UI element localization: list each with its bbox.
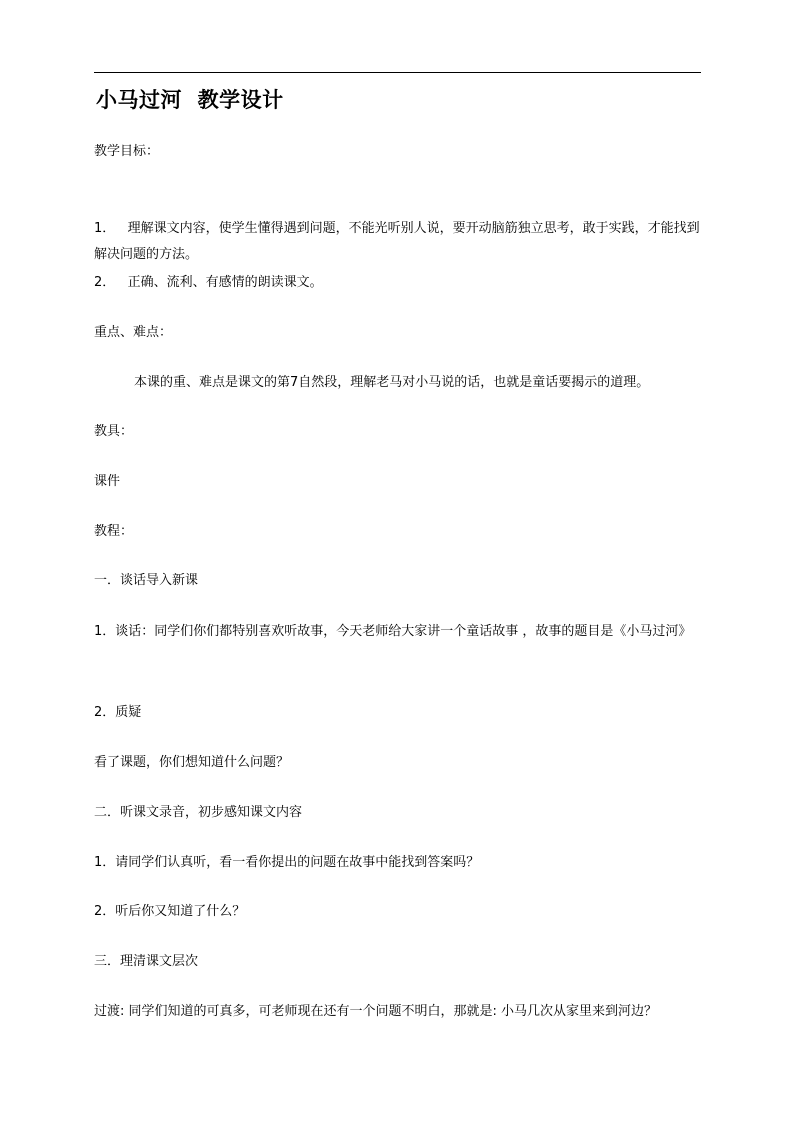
document-title: 小马过河 教学设计 xyxy=(96,87,284,112)
section-heading-objectives: 教学目标： xyxy=(94,144,160,159)
step-1-question: 看了课题，你们想知道什么问题？ xyxy=(94,755,290,770)
step-heading-1: 一．谈话导入新课 xyxy=(94,573,199,588)
step-1-item-2: 2．质疑 xyxy=(94,705,142,720)
step-1-item-1: 1．谈话：同学们你们都特别喜欢听故事，今天老师给大家讲一个童话故事 ，故事的题目是《小马过河》 xyxy=(94,624,692,639)
section-heading-procedure: 教程： xyxy=(94,524,134,539)
section-heading-key-points: 重点、难点： xyxy=(94,325,173,340)
step-heading-3: 三．理清课文层次 xyxy=(94,954,199,969)
objective-item-2: 2． 正确、流利、有感情的朗读课文。 xyxy=(94,275,323,290)
step-2-item-1: 1．请同学们认真听，看一看你提出的问题在故事中能找到答案吗？ xyxy=(94,855,480,870)
step-3-transition: 过渡: 同学们知道的可真多，可老师现在还有一个问题不明白，那就是: 小马几次从家里来到河边？ xyxy=(94,1004,658,1019)
section-heading-teaching-aids: 教具： xyxy=(94,424,134,439)
teaching-aids-text: 课件 xyxy=(94,474,121,489)
header-rule xyxy=(94,72,701,73)
objective-item-1: 1． 理解课文内容，使学生懂得遇到问题，不能光听别人说，要开动脑筋独立思考，敢于实践，才能找到解决问题的方法。 xyxy=(94,221,700,262)
step-2-item-2: 2．听后你又知道了什么？ xyxy=(94,904,246,919)
key-points-text: 本课的重、难点是课文的第7自然段，理解老马对小马说的话，也就是童话要揭示的道理。 xyxy=(134,375,650,390)
step-heading-2: 二．听课文录音，初步感知课文内容 xyxy=(94,805,303,820)
